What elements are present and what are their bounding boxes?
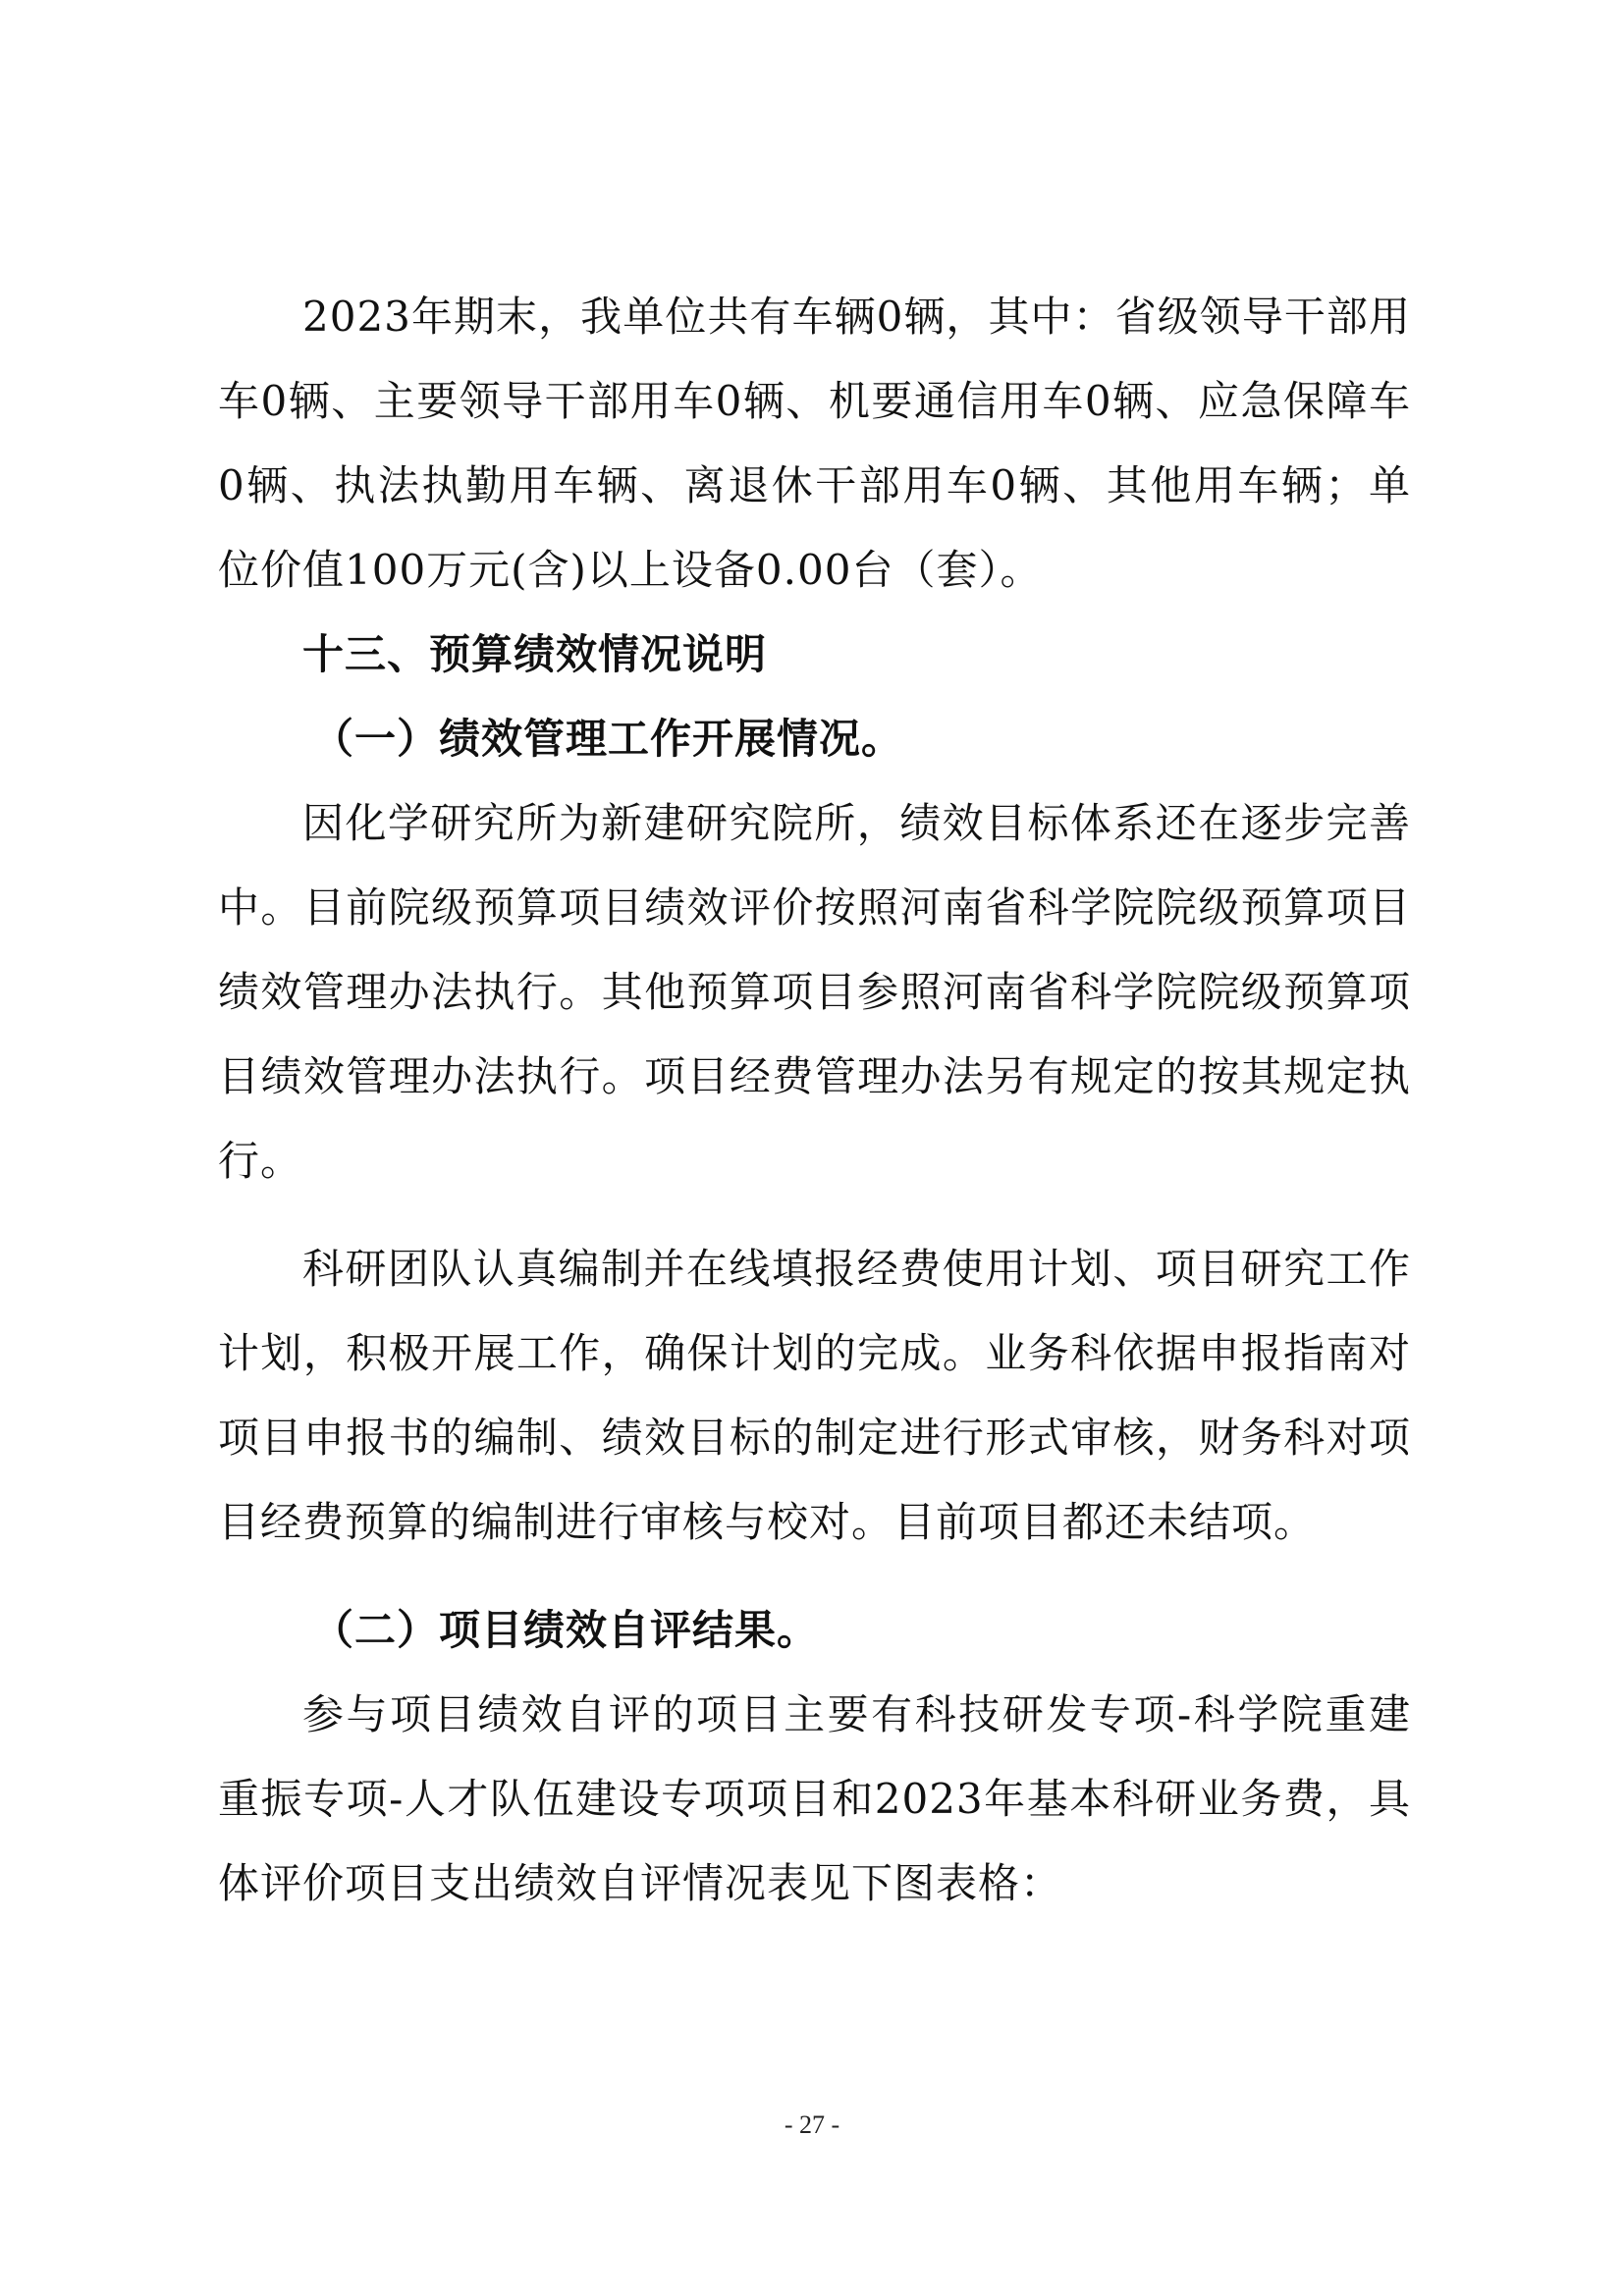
management-paragraph-1: 因化学研究所为新建研究院所，绩效目标体系还在逐步完善中。目前院级预算项目绩效评价按照河南省科学院院级预算项目绩效管理办法执行。其他预算项目参照河南省科学院院级预算项目绩效管理办法执行。项目经费管理办法另有规定的按其规定执行。	[218, 799, 1411, 1185]
page-number: - 27 -	[784, 2110, 840, 2139]
self-evaluation-paragraph: 参与项目绩效自评的项目主要有科技研发专项-科学院重建重振专项-人才队伍建设专项项目和2023年基本科研业务费，具体评价项目支出绩效自评情况表见下图表格：	[218, 1690, 1411, 1907]
section-heading: 十三、预算绩效情况说明	[302, 630, 768, 678]
document-body	[218, 275, 1411, 1926]
paragraph-gap	[218, 1203, 1411, 1227]
management-paragraph-2: 科研团队认真编制并在线填报经费使用计划、项目研究工作计划，积极开展工作，确保计划的完成。业务科依据申报指南对项目申报书的编制、绩效目标的制定进行形式审核，财务科对项目经费预算的编制进行审核与校对。目前项目都还未结项。	[218, 1245, 1411, 1546]
paragraph-gap	[218, 1565, 1411, 1588]
vehicles-paragraph: 2023年期末，我单位共有车辆0辆，其中：省级领导干部用车0辆、主要领导干部用车0辆、机要通信用车0辆、应急保障车0辆、执法执勤用车辆、离退休干部用车0辆、其他用车辆；单位价值100万元(含)以上设备0.00台（套）。	[218, 293, 1411, 594]
subsection-heading-2: （二）项目绩效自评结果。	[312, 1606, 820, 1654]
subsection-heading-1: （一）绩效管理工作开展情况。	[312, 715, 904, 763]
